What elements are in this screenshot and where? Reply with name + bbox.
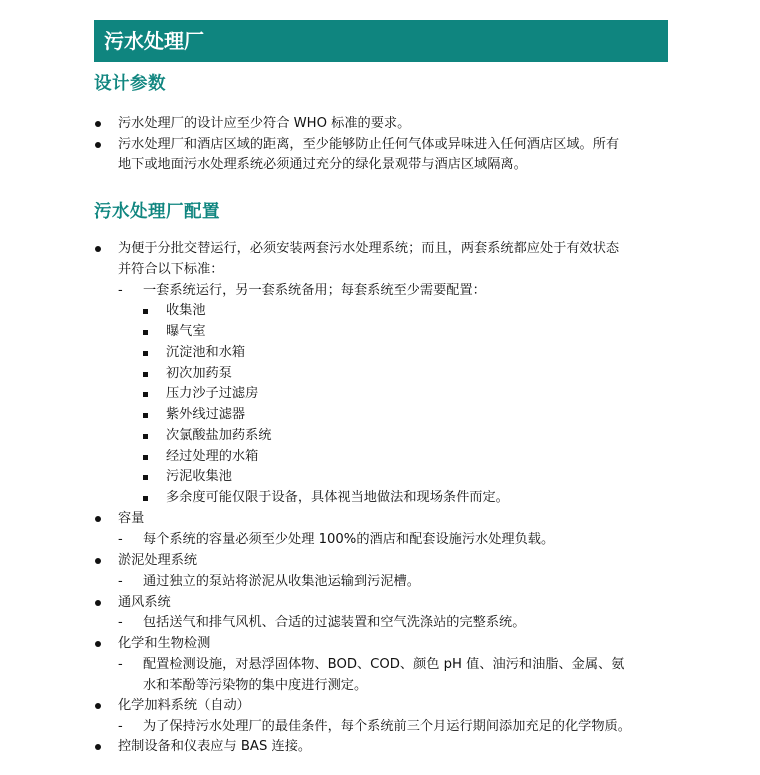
square-bullet-icon bbox=[143, 475, 148, 480]
ventilation-label: 通风系统 bbox=[118, 595, 171, 610]
dosing-label: 化学加料系统（自动） bbox=[118, 698, 250, 713]
bullet-icon bbox=[95, 121, 101, 127]
square-bullet-icon bbox=[143, 496, 148, 501]
ventilation-detail: 包括送气和排气风机、合适的过滤装置和空气洗涤站的完整系统。 bbox=[143, 615, 526, 630]
bullet-icon bbox=[95, 641, 101, 647]
square-bullet-icon bbox=[143, 330, 148, 335]
equipment-item: 压力沙子过滤房 bbox=[166, 386, 259, 401]
bullet-icon bbox=[95, 516, 101, 522]
design-item-1-line-1: 污水处理厂的设计应至少符合 WHO 标准的要求。 bbox=[118, 116, 411, 131]
equipment-item: 经过处理的水箱 bbox=[166, 449, 259, 464]
square-bullet-icon bbox=[143, 413, 148, 418]
dash-icon: - bbox=[118, 574, 123, 589]
bullet-icon bbox=[95, 703, 101, 709]
bullet-icon bbox=[95, 600, 101, 606]
square-bullet-icon bbox=[143, 351, 148, 356]
heading-plant-config: 污水处理厂配置 bbox=[94, 202, 220, 222]
monitoring-label: 化学和生物检测 bbox=[118, 636, 211, 651]
bullet-icon bbox=[95, 558, 101, 564]
square-bullet-icon bbox=[143, 455, 148, 460]
controls-label: 控制设备和仪表应与 BAS 连接。 bbox=[118, 739, 312, 754]
equipment-item: 多余度可能仅限于设备，具体视当地做法和现场条件而定。 bbox=[166, 490, 509, 505]
equipment-item: 次氯酸盐加药系统 bbox=[166, 428, 272, 443]
square-bullet-icon bbox=[143, 309, 148, 314]
bullet-icon bbox=[95, 246, 101, 252]
equipment-item: 曝气室 bbox=[166, 324, 206, 339]
dash-icon: - bbox=[118, 615, 123, 630]
square-bullet-icon bbox=[143, 434, 148, 439]
dash-icon: - bbox=[118, 283, 123, 298]
bullet-icon bbox=[95, 744, 101, 750]
square-bullet-icon bbox=[143, 392, 148, 397]
capacity-label: 容量 bbox=[118, 511, 145, 526]
banner-title: 污水处理厂 bbox=[104, 29, 204, 53]
equipment-item: 沉淀池和水箱 bbox=[166, 345, 246, 360]
design-item-2-line-2: 地下或地面污水处理系统必须通过充分的绿化景观带与酒店区域隔离。 bbox=[118, 157, 527, 172]
bullet-icon bbox=[95, 142, 101, 148]
section-banner bbox=[94, 20, 668, 62]
capacity-detail: 每个系统的容量必须至少处理 100%的酒店和配套设施污水处理负载。 bbox=[143, 532, 555, 547]
monitoring-detail-line-1: 配置检测设施，对悬浮固体物、BOD、COD、颜色 pH 值、油污和油脂、金属、氨 bbox=[143, 657, 625, 672]
config-intro-line-1: 为便于分批交替运行，必须安装两套污水处理系统；而且，两套系统都应处于有效状态 bbox=[118, 241, 620, 256]
equipment-item: 紫外线过滤器 bbox=[166, 407, 246, 422]
config-intro-line-2: 并符合以下标准： bbox=[118, 262, 224, 277]
sludge-detail: 通过独立的泵站将淤泥从收集池运输到污泥槽。 bbox=[143, 574, 420, 589]
dosing-detail: 为了保持污水处理厂的最佳条件，每个系统前三个月运行期间添加充足的化学物质。 bbox=[143, 719, 631, 734]
equipment-item: 污泥收集池 bbox=[166, 469, 232, 484]
config-sub-dash: 一套系统运行，另一套系统备用；每套系统至少需要配置： bbox=[143, 283, 486, 298]
dash-icon: - bbox=[118, 719, 123, 734]
equipment-item: 初次加药泵 bbox=[166, 366, 232, 381]
design-item-2-line-1: 污水处理厂和酒店区域的距离，至少能够防止任何气体或异味进入任何酒店区域。所有 bbox=[118, 137, 620, 152]
dash-icon: - bbox=[118, 532, 123, 547]
equipment-item: 收集池 bbox=[166, 303, 206, 318]
monitoring-detail-line-2: 水和苯酚等污染物的集中度进行测定。 bbox=[143, 678, 368, 693]
heading-design-params: 设计参数 bbox=[94, 74, 166, 94]
dash-icon: - bbox=[118, 657, 123, 672]
sludge-label: 淤泥处理系统 bbox=[118, 553, 198, 568]
square-bullet-icon bbox=[143, 372, 148, 377]
